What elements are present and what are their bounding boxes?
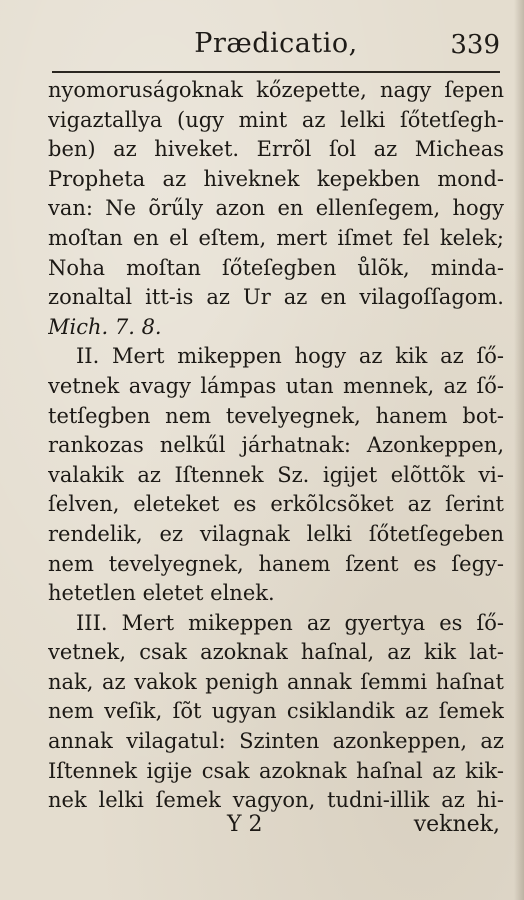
running-title: Prædicatio, [194, 28, 358, 59]
text-line: valakik az Iſtennek Sz. igijet elõttõk vi- [48, 462, 504, 487]
page-number: 339 [450, 30, 500, 60]
body-text [48, 76, 504, 816]
text-line: zonaltal itt-is az Ur az en vilagoſſagom. [48, 285, 504, 310]
text-line: rankozas nelkűl járhatnak: Azonkeppen, [48, 433, 504, 458]
text-line: van: Ne õrűly azon en ellenſegem, hogy [48, 196, 504, 221]
text-line: nyomoruságoknak kőzepette, nagy ſepen [48, 78, 504, 102]
text-line: annak vilagatul: Szinten azonkeppen, az [48, 729, 504, 754]
text-line: nem tevelyegnek, hanem ſzent es ſegy- [48, 551, 504, 576]
text-line: vetnek, csak azoknak haſnal, az kik lat- [48, 640, 504, 665]
scripture-reference: Mich. 7. 8. [48, 314, 162, 339]
text-line: ben) az hiveket. Errõl ſol az Micheas [48, 137, 504, 162]
page-header [52, 28, 500, 68]
text-line: Iſtennek igije csak azoknak haſnal az kik- [48, 758, 504, 783]
signature-mark: Y 2 [227, 812, 263, 837]
text-line: vetnek avagy lámpas utan mennek, az ſő- [48, 373, 504, 398]
text-line: ſelven, eleteket es erkõlcsõket az ſerint [48, 492, 504, 517]
text-line: Noha moſtan ſőteſegben ůlõk, minda- [48, 255, 504, 280]
page-footer [52, 812, 500, 842]
section-start-line: III. Mert mikeppen az gyertya es ſő- [76, 610, 504, 635]
header-rule [52, 71, 500, 73]
text-line: rendelik, ez vilagnak lelki ſőtetſegeben [48, 521, 504, 546]
text-line: nek lelki ſemek vagyon, tudni-illik az hi- [48, 788, 504, 813]
catchword: veknek, [413, 812, 500, 837]
text-line: tetſegben nem tevelyegnek, hanem bot- [48, 403, 504, 428]
text-line: nem veſik, ſõt ugyan csiklandik az ſemek [48, 699, 504, 724]
text-line: hetetlen eletet elnek. [48, 581, 275, 606]
text-line: moſtan en el eſtem, mert iſmet fel kelek; [48, 225, 504, 250]
text-line: vigaztallya (ugy mint az lelki ſőtetſegh- [48, 107, 504, 132]
text-line: Propheta az hiveknek kepekben mond- [48, 166, 504, 191]
text-line: nak, az vakok penigh annak ſemmi haſnat [48, 669, 504, 694]
section-start-line: II. Mert mikeppen hogy az kik az ſő- [76, 344, 504, 369]
